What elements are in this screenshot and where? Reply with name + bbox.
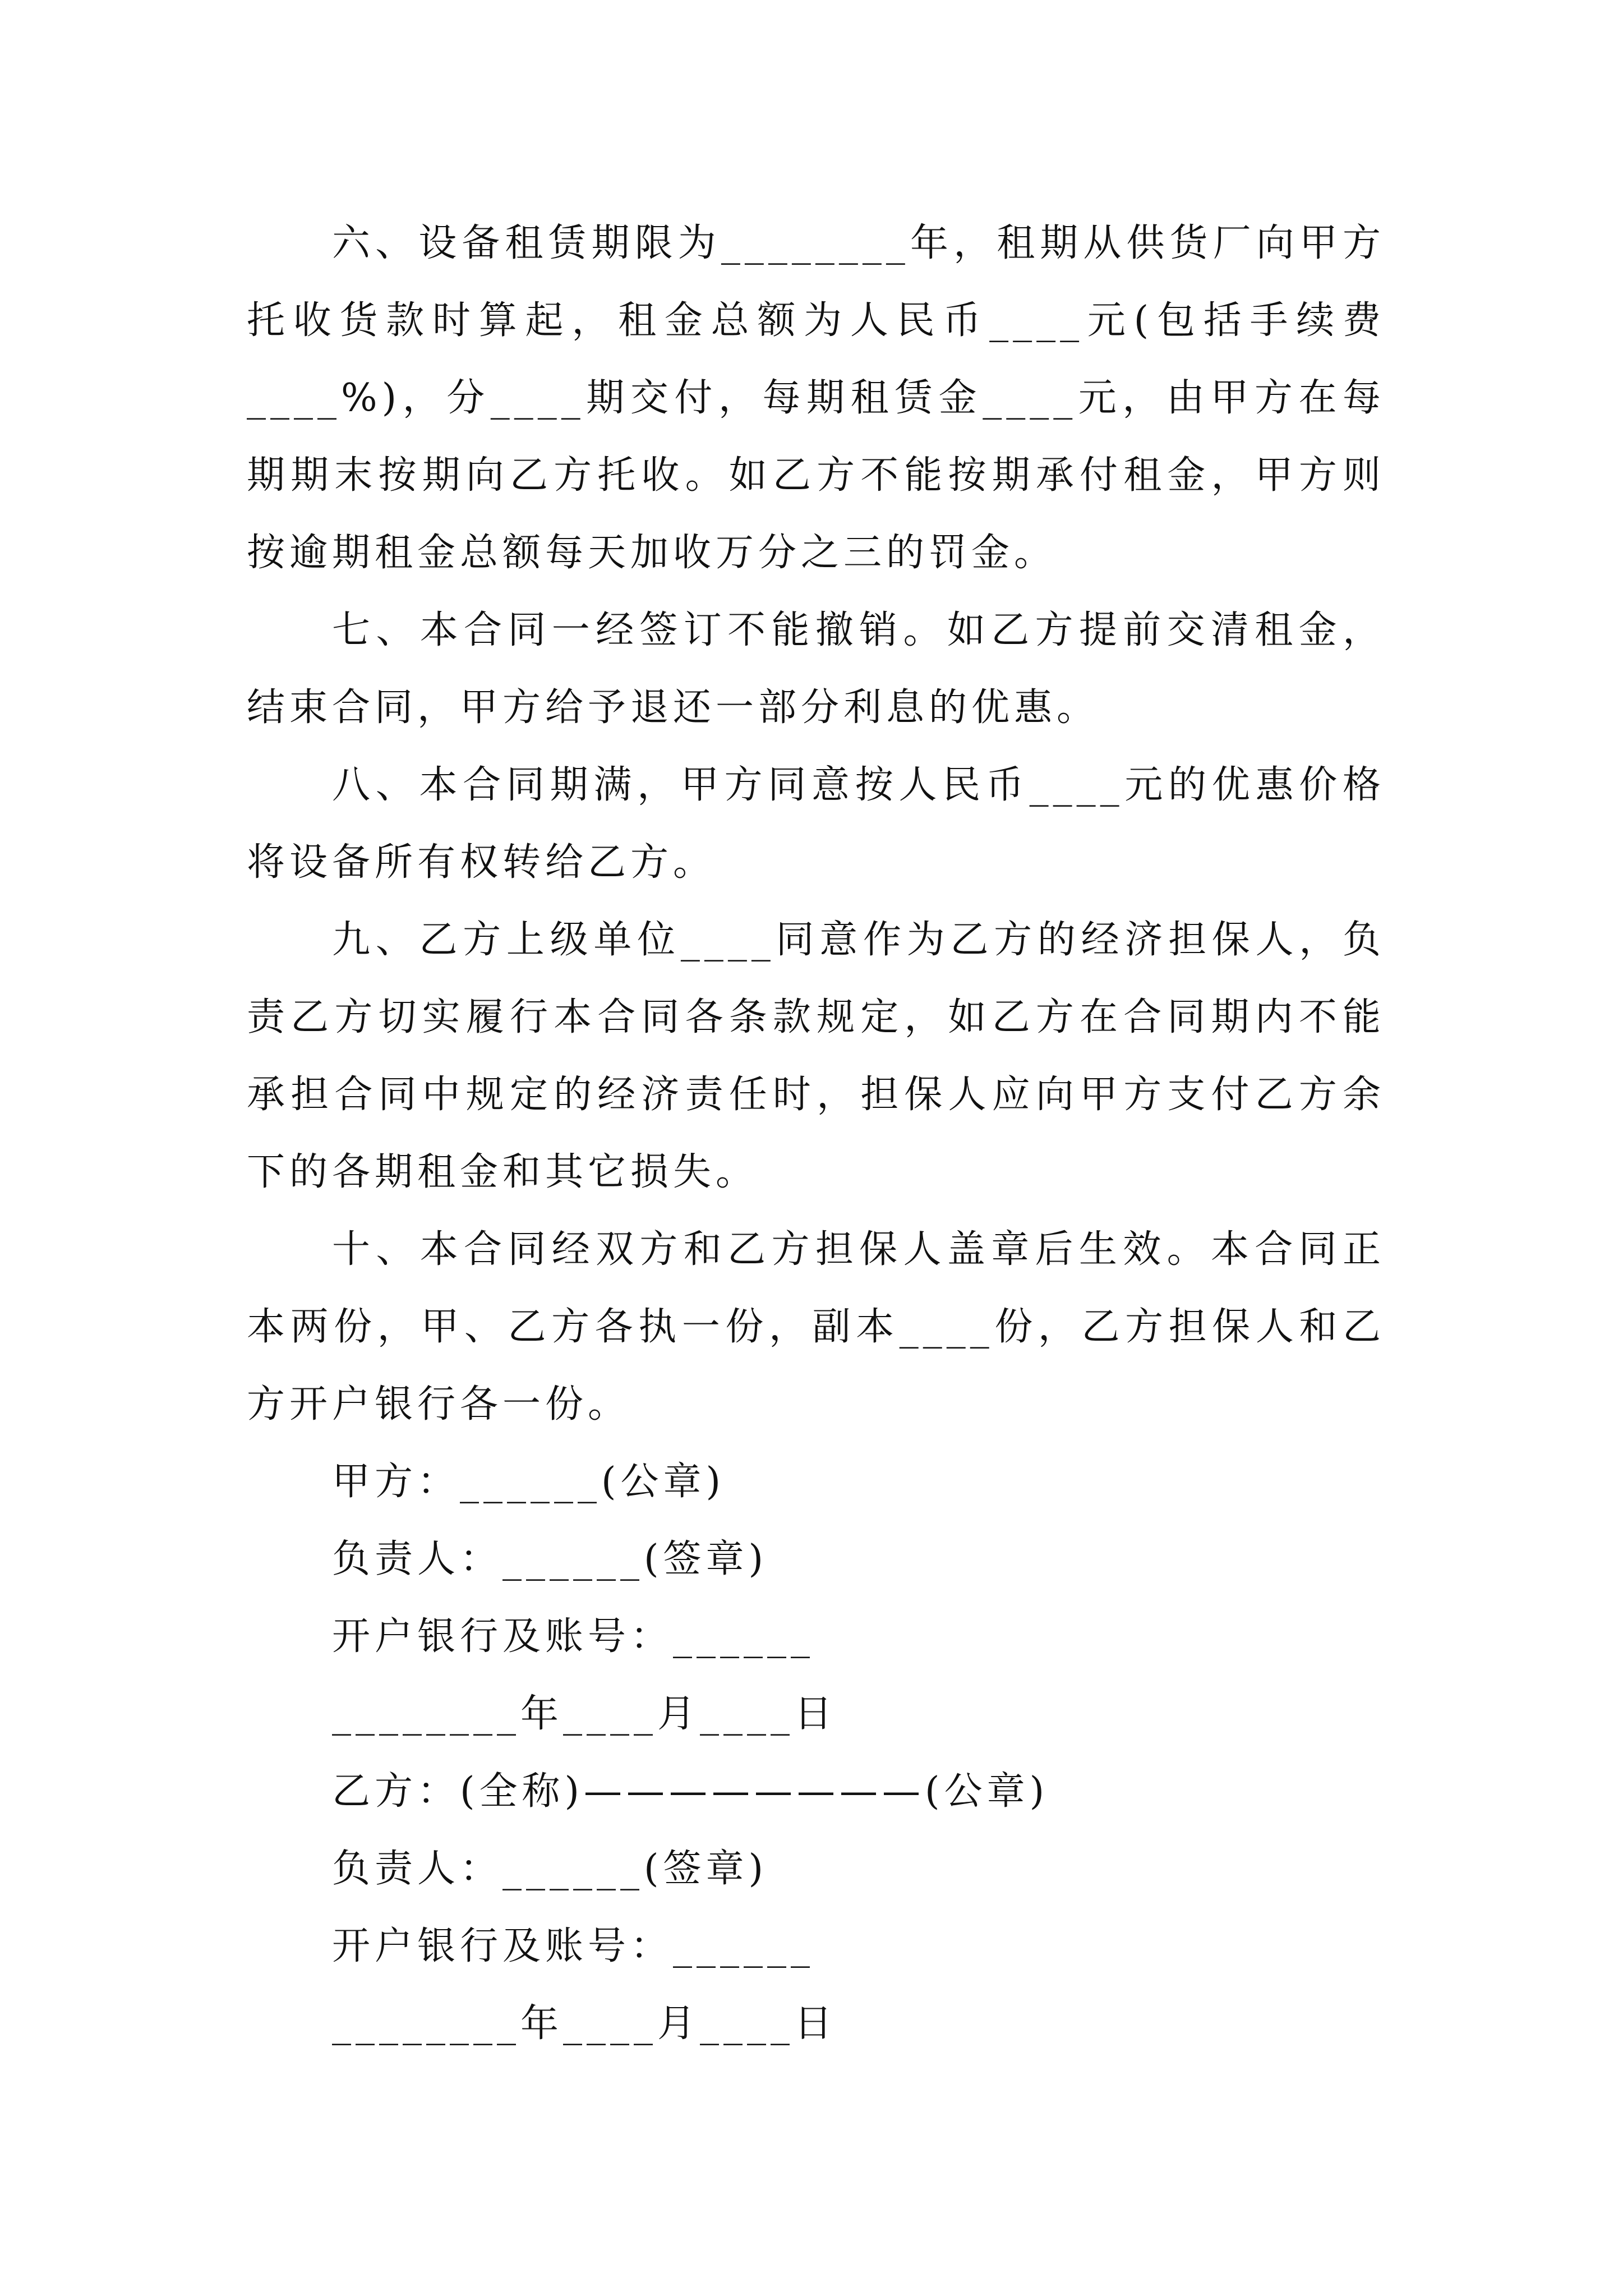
party-a-date-line: ________年____月____日 <box>332 1692 837 1736</box>
party-b-bank-account-line: 开户银行及账号：______ <box>332 1924 815 1968</box>
party-b-representative-line: 负责人：______(签章) <box>332 1847 768 1891</box>
party-b-date-line: ________年____月____日 <box>332 2001 837 2046</box>
contract-body <box>247 205 1385 2063</box>
party-a-representative-line: 负责人：______(签章) <box>332 1537 768 1581</box>
clause-6: 六、设备租赁期限为________年，租期从供货厂向甲方托收货款时算起，租金总额为人民币____元(包括手续费____%)，分____期交付，每期租赁金____元，由甲方在每期期末按期向乙方托收。如乙方不能按期承付租金，甲方则按逾期租金总额每天加收万分之三的罚金。 <box>247 221 1385 575</box>
clause-7: 七、本合同一经签订不能撤销。如乙方提前交清租金，结束合同，甲方给予退还一部分利息的优惠。 <box>247 608 1385 730</box>
clause-8: 八、本合同期满，甲方同意按人民币____元的优惠价格将设备所有权转给乙方。 <box>247 763 1385 885</box>
party-a-bank-account-line: 开户银行及账号：______ <box>332 1614 815 1659</box>
party-b-line: 乙方：(全称)————————(公章) <box>332 1769 1049 1814</box>
clause-10: 十、本合同经双方和乙方担保人盖章后生效。本合同正本两份，甲、乙方各执一份，副本____份，乙方担保人和乙方开户银行各一份。 <box>247 1227 1385 1427</box>
party-a-line: 甲方：______(公章) <box>332 1460 726 1504</box>
clause-9: 九、乙方上级单位____同意作为乙方的经济担保人，负责乙方切实履行本合同各条款规定，如乙方在合同期内不能承担合同中规定的经济责任时，担保人应向甲方支付乙方余下的各期租金和其它损失。 <box>247 918 1385 1194</box>
